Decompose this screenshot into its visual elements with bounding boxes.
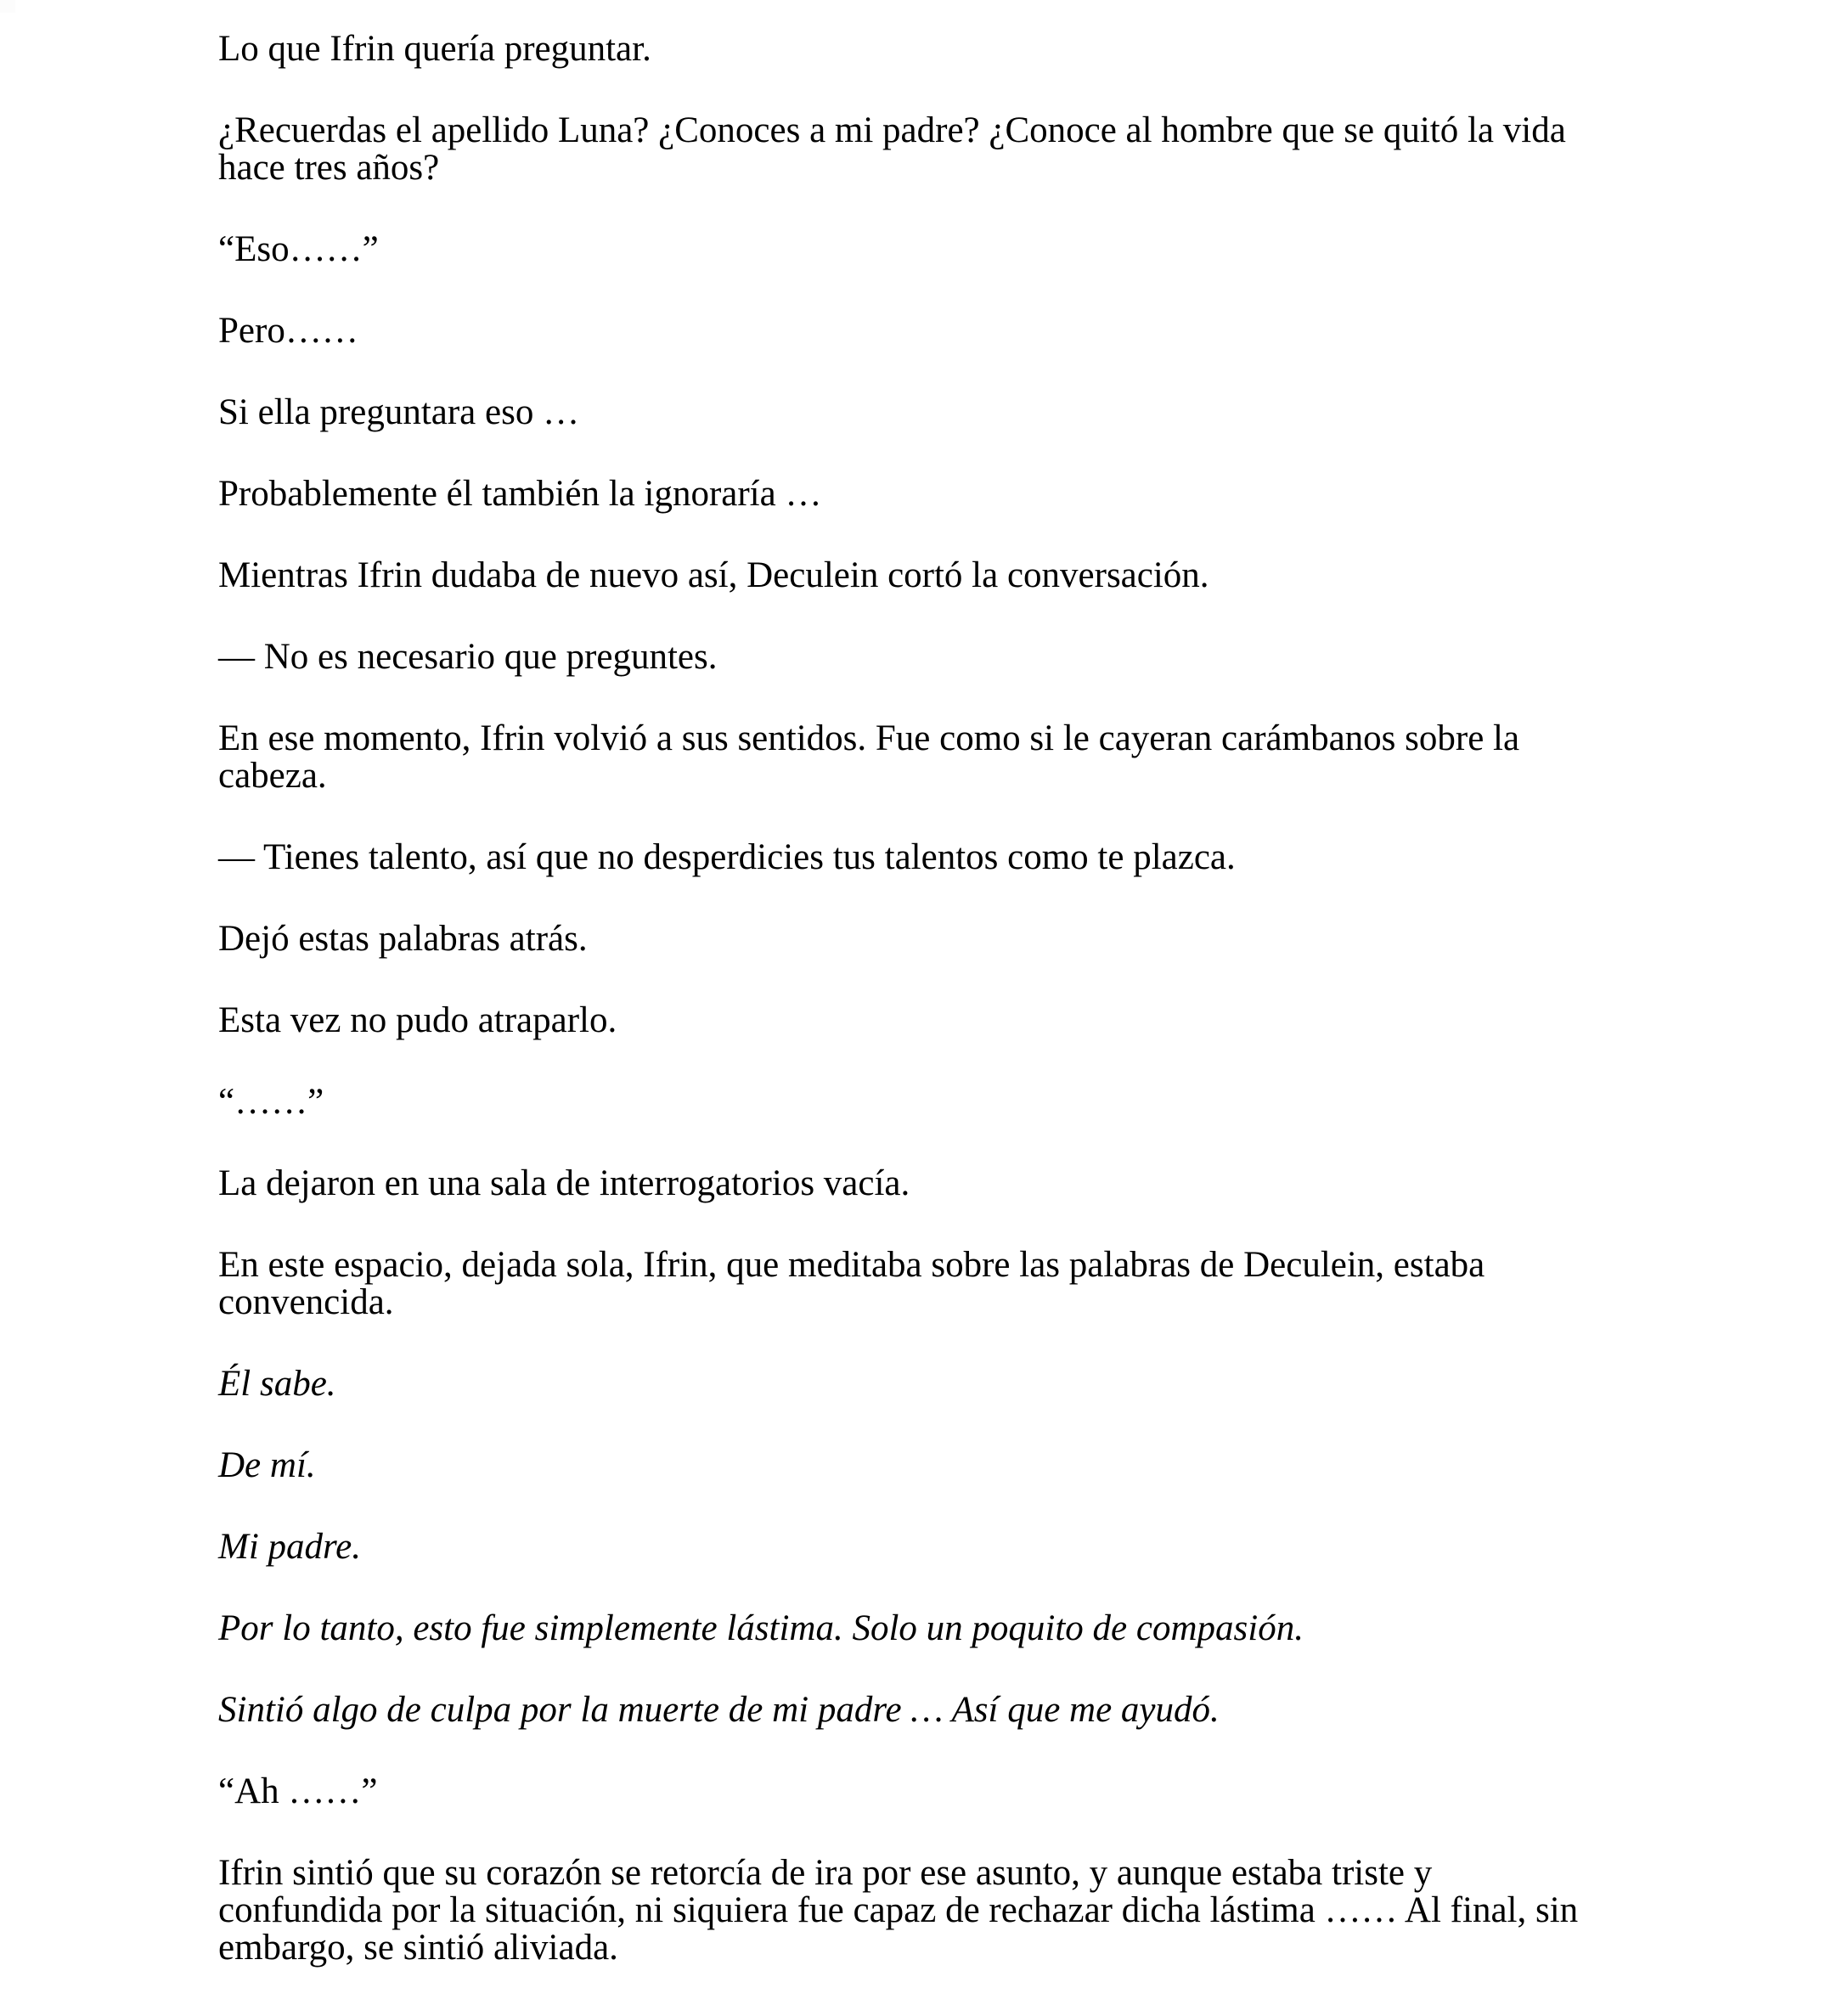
text-line: En este espacio, dejada sola, Ifrin, que meditaba sobre las palabras de Deculein, estaba: [218, 1245, 1485, 1285]
paragraph: [218, 1610, 1665, 1647]
text-line: Probablemente él también la ignoraría …: [218, 474, 822, 514]
text-line: hace tres años?: [218, 148, 440, 188]
paragraph: [218, 1247, 1665, 1321]
paragraph: [218, 1773, 1665, 1810]
paragraph: [218, 557, 1665, 594]
paragraph: [218, 1529, 1665, 1566]
text-line: — No es necesario que preguntes.: [218, 637, 718, 677]
paragraph: [218, 1447, 1665, 1484]
paragraph: [218, 1692, 1665, 1729]
paragraph: [218, 639, 1665, 676]
paragraph: [218, 720, 1665, 795]
paragraph: [218, 112, 1665, 187]
text-line: “Eso……”: [218, 229, 379, 269]
text-line: confundida por la situación, ni siquiera fue capaz de rechazar dicha lástima …… Al final, sin: [218, 1890, 1579, 1930]
text-line: convencida.: [218, 1282, 394, 1322]
text-line: — Tienes talento, así que no desperdicies tus talentos como te plazca.: [218, 837, 1236, 877]
text-line: En ese momento, Ifrin volvió a sus sentidos. Fue como si le cayeran carámbanos sobre la: [218, 718, 1520, 758]
paragraph: [218, 1084, 1665, 1121]
paragraph: [218, 1165, 1665, 1202]
text-line: ¿Recuerdas el apellido Luna? ¿Conoces a mi padre? ¿Conoce al hombre que se quitó la vida: [218, 110, 1566, 150]
text-line: Él sabe.: [218, 1364, 336, 1404]
paragraph: [218, 1855, 1665, 1967]
paragraph: [218, 231, 1665, 268]
text-line: Si ella preguntara eso …: [218, 392, 580, 432]
paragraph: [218, 921, 1665, 958]
text-line: Por lo tanto, esto fue simplemente lástima. Solo un poquito de compasión.: [218, 1608, 1304, 1648]
text-line: Pero……: [218, 311, 358, 351]
text-line: Dejó estas palabras atrás.: [218, 919, 588, 959]
paragraph: [218, 31, 1665, 68]
text-line: cabeza.: [218, 756, 327, 796]
paragraph: [218, 394, 1665, 431]
paragraph: [218, 476, 1665, 513]
text-line: Lo que Ifrin quería preguntar.: [218, 29, 651, 69]
text-line: Sintió algo de culpa por la muerte de mi padre … Así que me ayudó.: [218, 1690, 1220, 1730]
text-line: “Ah ……”: [218, 1771, 378, 1811]
paragraph: [218, 1366, 1665, 1403]
paragraph: [218, 313, 1665, 350]
text-line: De mí.: [218, 1445, 316, 1485]
text-line: Esta vez no pudo atraparlo.: [218, 1000, 617, 1040]
text-line: Ifrin sintió que su corazón se retorcía de ira por ese asunto, y aunque estaba triste y: [218, 1853, 1433, 1893]
text-line: Mi padre.: [218, 1527, 361, 1567]
paragraph: [218, 839, 1665, 876]
text-line: Mientras Ifrin dudaba de nuevo así, Deculein cortó la conversación.: [218, 555, 1209, 595]
paragraph: [218, 1002, 1665, 1039]
text-line: embargo, se sintió aliviada.: [218, 1928, 618, 1968]
corner-artifact: [0, 0, 15, 13]
text-line: La dejaron en una sala de interrogatorios vacía.: [218, 1163, 910, 1203]
text-line: “……”: [218, 1082, 324, 1122]
